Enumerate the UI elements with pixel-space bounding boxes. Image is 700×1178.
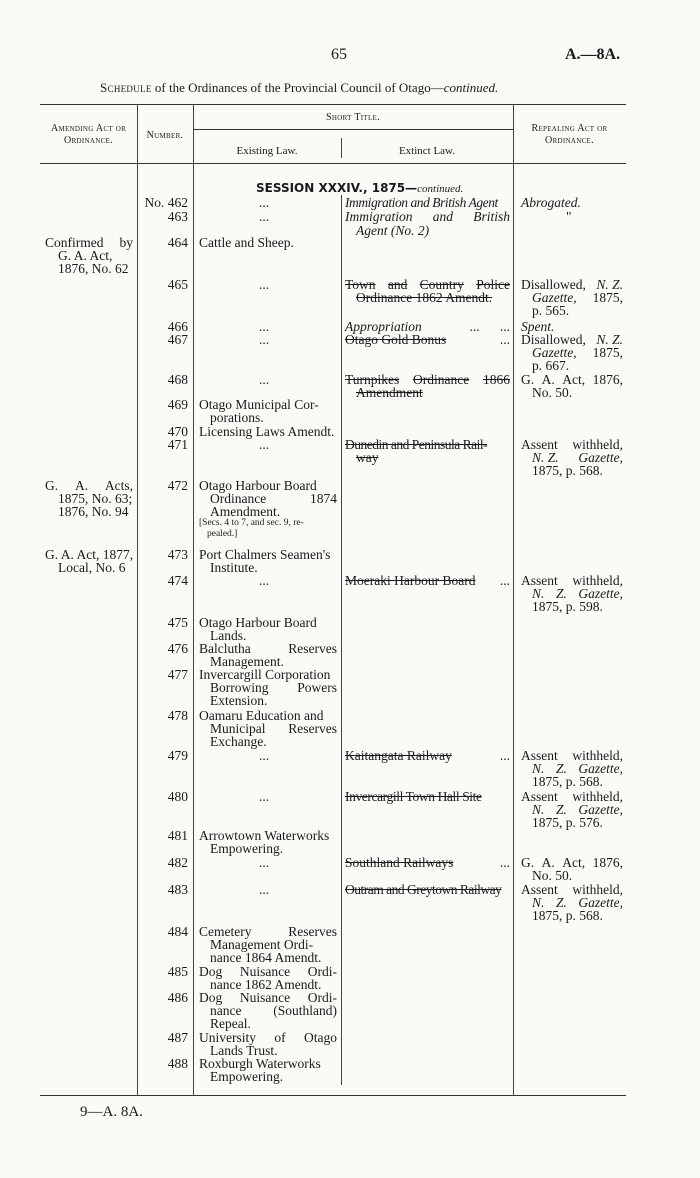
row-487-number: 487 bbox=[167, 1030, 188, 1045]
row-473-amending: G. A. Act, 1877, Local, No. 6 bbox=[45, 547, 134, 575]
row-486-existing: Dog Nuisance Ordi- nance (Southland) Repeal. bbox=[199, 990, 337, 1031]
row-484-existing: Cemetery Reserves Management Ordi- nance 1864 Amendt. bbox=[199, 924, 337, 965]
col-divider-amending bbox=[137, 104, 138, 1095]
row-472-amending: G. A. Acts, 1875, No. 63; 1876, No. 94 bbox=[45, 478, 133, 519]
header-existing-law: Existing Law. bbox=[236, 145, 298, 157]
row-476-existing: Balclutha Reserves Management. bbox=[199, 641, 337, 669]
table-bottom-rule bbox=[40, 1095, 626, 1096]
row-468-extinct: Turnpikes Ordinance 1866 Amendment bbox=[345, 372, 510, 400]
col-divider-repealing bbox=[513, 104, 514, 1095]
row-464-amending: Confirmed by G. A. Act, 1876, No. 62 bbox=[45, 235, 133, 276]
col-divider-number bbox=[193, 104, 194, 1095]
row-465-extinct: Town and Country Police Ordinance 1862 Amendt. bbox=[345, 277, 510, 305]
row-480-number: 480 bbox=[167, 789, 188, 804]
row-466-existing: ... bbox=[259, 319, 270, 334]
row-488-existing: Roxburgh Waterworks Empowering. bbox=[199, 1056, 321, 1084]
row-472-note: [Secs. 4 to 7, and sec. 9, re- pealed.] bbox=[199, 518, 304, 539]
page-reference: A.—8A. bbox=[565, 46, 621, 63]
header-number: Number. bbox=[146, 130, 184, 141]
row-480-extinct: Invercargill Town Hall Site bbox=[345, 789, 482, 804]
row-465-existing: ... bbox=[259, 277, 270, 292]
row-462-repealing: Abrogated. bbox=[521, 195, 581, 210]
row-467-number: 467 bbox=[167, 332, 188, 347]
row-482-number: 482 bbox=[167, 855, 188, 870]
row-468-existing: ... bbox=[259, 372, 270, 387]
row-476-number: 476 bbox=[167, 641, 188, 656]
row-464-number: 464 bbox=[167, 235, 188, 250]
row-466-extinct: Appropriation ... ... bbox=[345, 319, 510, 334]
row-467-extinct: Otago Gold Bonus ... bbox=[345, 332, 510, 347]
row-465-repealing: Disallowed, N. Z. Gazette, 1875, p. 565. bbox=[521, 277, 623, 318]
row-463-extinct-cont: Agent (No. 2) bbox=[356, 223, 430, 238]
row-474-repealing: Assent withheld, N. Z. Gazette, 1875, p. 598. bbox=[521, 573, 623, 614]
row-484-number: 484 bbox=[167, 924, 188, 939]
table-top-rule bbox=[40, 104, 626, 105]
row-470-existing: Licensing Laws Amendt. bbox=[199, 424, 335, 439]
row-475-number: 475 bbox=[167, 615, 188, 630]
header-extinct-law: Extinct Law. bbox=[398, 145, 456, 157]
row-483-extinct: Outram and Greytown Railway bbox=[345, 882, 502, 897]
row-479-existing: ... bbox=[259, 748, 270, 763]
row-483-existing: ... bbox=[259, 882, 270, 897]
row-468-number: 468 bbox=[167, 372, 188, 387]
heading-prefix: Schedule bbox=[100, 80, 152, 95]
row-466-repealing: Spent. bbox=[521, 319, 555, 334]
row-465-number: 465 bbox=[167, 277, 188, 292]
row-462-extinct: Immigration and British Agent bbox=[345, 195, 498, 210]
row-471-number: 471 bbox=[167, 437, 188, 452]
row-487-existing: University of Otago Lands Trust. bbox=[199, 1030, 337, 1058]
row-473-existing: Port Chalmers Seamen's Institute. bbox=[199, 547, 331, 575]
row-467-repealing: Disallowed, N. Z. Gazette, 1875, p. 667. bbox=[521, 332, 623, 373]
row-486-number: 486 bbox=[167, 990, 188, 1005]
row-463-existing: ... bbox=[259, 209, 270, 224]
row-474-extinct: Moeraki Harbour Board ... bbox=[345, 573, 510, 588]
row-463-extinct: Immigration and British bbox=[345, 209, 510, 224]
row-466-number: 466 bbox=[167, 319, 188, 334]
row-474-number: 474 bbox=[167, 573, 188, 588]
row-471-repealing: Assent withheld, N. Z. Gazette, 1875, p. 568. bbox=[521, 437, 623, 478]
page-footer: 9—A. 8A. bbox=[80, 1104, 143, 1120]
schedule-heading bbox=[100, 80, 498, 96]
page-number: 65 bbox=[331, 46, 347, 63]
row-482-repealing: G. A. Act, 1876, No. 50. bbox=[521, 855, 623, 883]
row-469-number: 469 bbox=[167, 397, 188, 412]
row-478-number: 478 bbox=[167, 708, 188, 723]
row-480-existing: ... bbox=[259, 789, 270, 804]
row-483-repealing: Assent withheld, N. Z. Gazette, 1875, p. 568. bbox=[521, 882, 623, 923]
row-480-repealing: Assent withheld, N. Z. Gazette, 1875, p. 576. bbox=[521, 789, 623, 830]
row-482-extinct: Southland Railways ... bbox=[345, 855, 510, 870]
row-485-existing: Dog Nuisance Ordi- nance 1862 Amendt. bbox=[199, 964, 337, 992]
row-481-number: 481 bbox=[167, 828, 188, 843]
row-464-existing: Cattle and Sheep. bbox=[199, 235, 294, 250]
row-483-number: 483 bbox=[167, 882, 188, 897]
row-468-repealing: G. A. Act, 1876, No. 50. bbox=[521, 372, 623, 400]
row-488-number: 488 bbox=[167, 1056, 188, 1071]
session-title: SESSION XXXIV., 1875—continued. bbox=[256, 181, 464, 195]
row-472-number: 472 bbox=[167, 478, 188, 493]
row-475-existing: Otago Harbour Board Lands. bbox=[199, 615, 317, 643]
heading-middle: of the Ordinances of the Provincial Council of Otago— bbox=[151, 80, 444, 95]
row-472-existing: Otago Harbour Board Ordinance 1874 Amendment. bbox=[199, 478, 337, 519]
row-477-existing: Invercargill Corporation Borrowing Powers Extension. bbox=[199, 667, 337, 708]
row-463-number: 463 bbox=[167, 209, 188, 224]
row-477-number: 477 bbox=[167, 667, 188, 682]
row-482-existing: ... bbox=[259, 855, 270, 870]
row-471-existing: ... bbox=[259, 437, 270, 452]
row-462-existing: ... bbox=[259, 195, 270, 210]
row-471-extinct: Dunedin and Peninsula Rail- way bbox=[345, 437, 488, 465]
row-479-number: 479 bbox=[167, 748, 188, 763]
row-470-number: 470 bbox=[167, 424, 188, 439]
header-bottom-rule bbox=[40, 163, 626, 164]
heading-suffix: continued. bbox=[443, 80, 499, 95]
header-amending: Amending Act or Ordinance. bbox=[50, 123, 127, 146]
row-469-existing: Otago Municipal Cor- porations. bbox=[199, 397, 319, 425]
short-title-rule bbox=[193, 129, 513, 130]
row-474-existing: ... bbox=[259, 573, 270, 588]
row-473-number: 473 bbox=[167, 547, 188, 562]
col-divider-existing bbox=[341, 195, 342, 1085]
row-462-number: No. 462 bbox=[144, 195, 188, 210]
header-short-title: Short Title. bbox=[326, 112, 380, 123]
row-479-repealing: Assent withheld, N. Z. Gazette, 1875, p. 568. bbox=[521, 748, 623, 789]
row-467-existing: ... bbox=[259, 332, 270, 347]
row-463-repealing: " bbox=[566, 209, 572, 224]
row-485-number: 485 bbox=[167, 964, 188, 979]
row-478-existing: Oamaru Education and Municipal Reserves Exchange. bbox=[199, 708, 337, 749]
row-481-existing: Arrowtown Waterworks Empowering. bbox=[199, 828, 330, 856]
row-479-extinct: Kaitangata Railway ... bbox=[345, 748, 510, 763]
header-repealing: Repealing Act or Ordinance. bbox=[531, 123, 608, 146]
